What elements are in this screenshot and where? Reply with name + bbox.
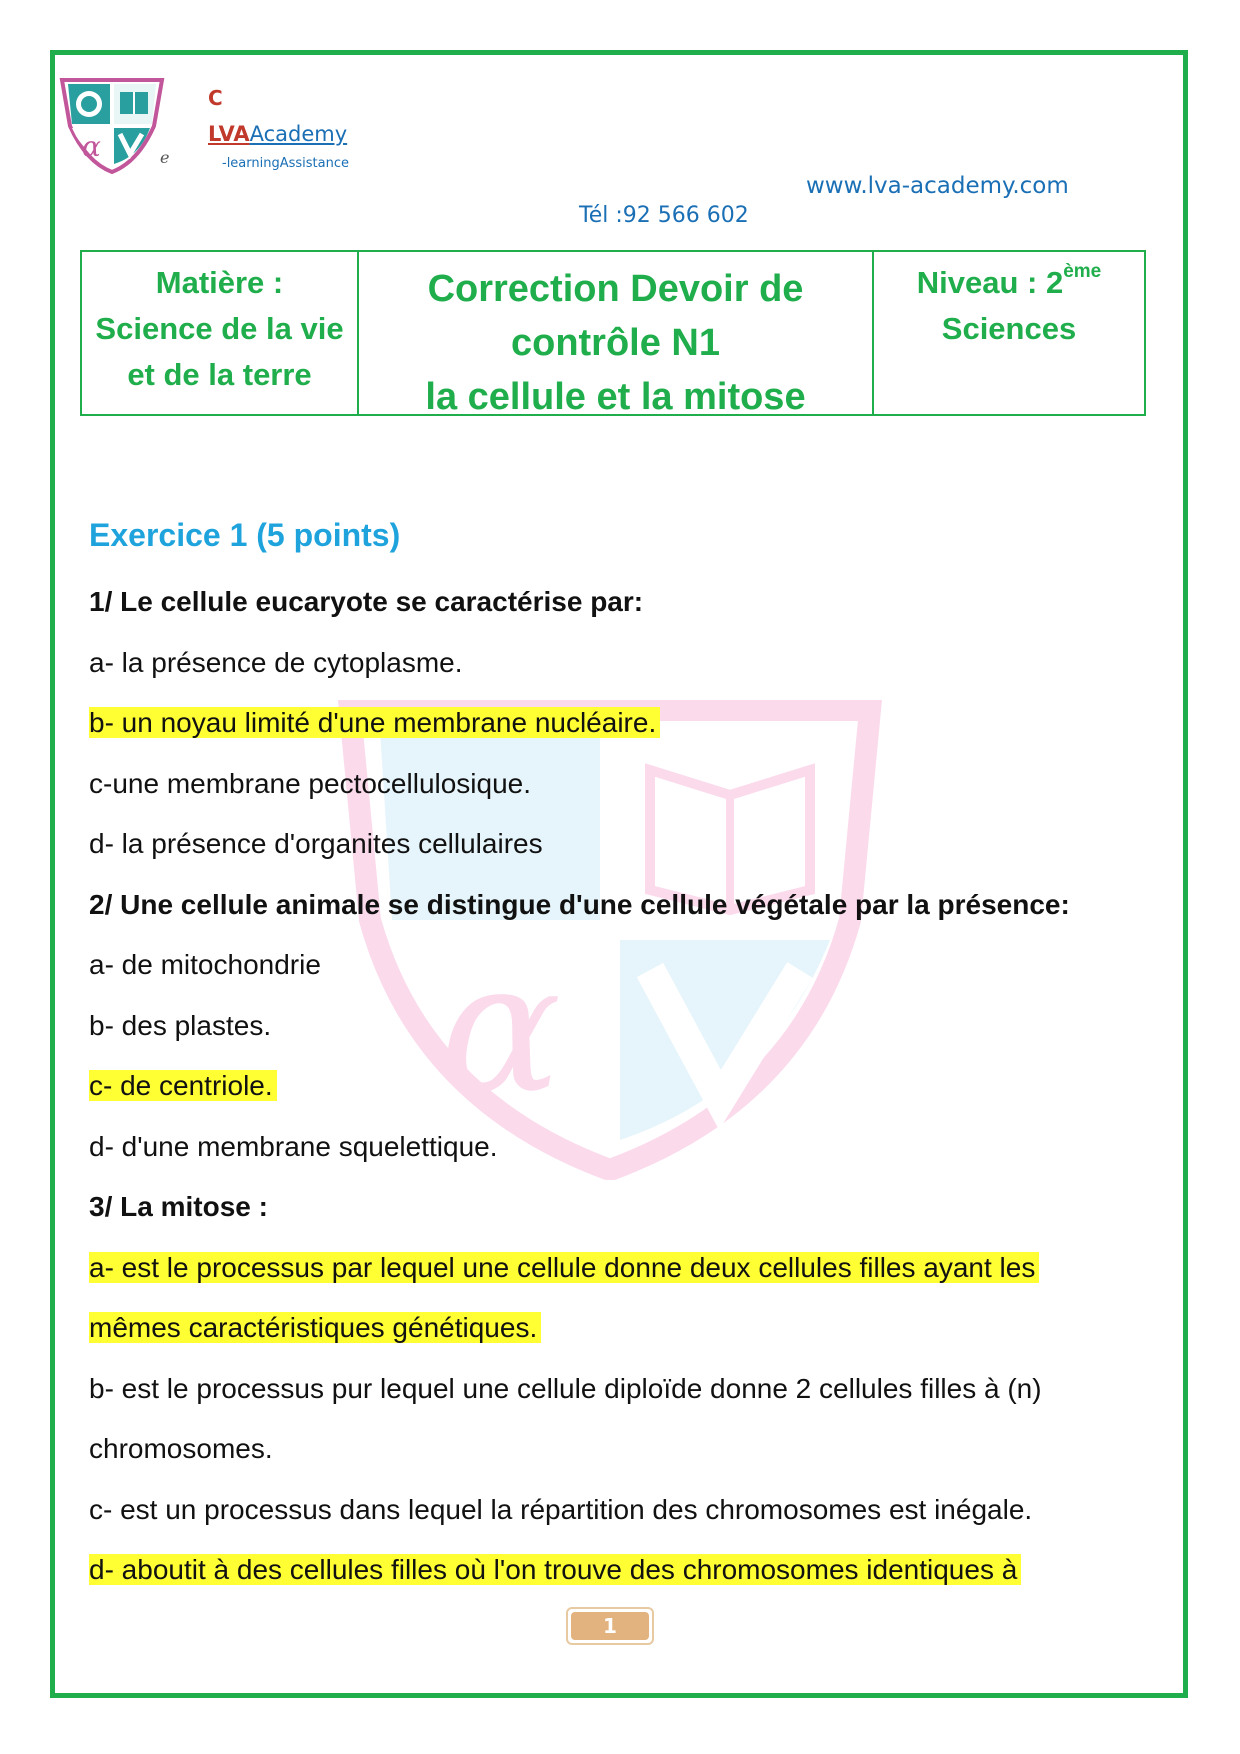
svg-text:α: α (440, 924, 562, 1133)
lva-academy-logo (58, 76, 166, 174)
line-text: b- est le processus pur lequel une cellule diploïde donne 2 cellules filles à (n) (89, 1373, 1042, 1404)
title-cell (359, 252, 874, 418)
title-line: la cellule et la mitose (425, 376, 806, 418)
header-table (80, 250, 1146, 416)
subject-line: et de la terre (127, 357, 312, 392)
answer-option (89, 1309, 541, 1347)
brand-c-letter: C (208, 86, 223, 110)
answer-option (89, 704, 660, 742)
highlighted-answer-text: mêmes caractéristiques génétiques. (89, 1312, 541, 1343)
svg-text:α: α (82, 130, 101, 163)
highlighted-answer-text: a- est le processus par lequel une cellule donne deux cellules filles ayant les (89, 1252, 1039, 1283)
line-text: b- des plastes. (89, 1010, 272, 1041)
answer-option (89, 1551, 1021, 1589)
level-line (874, 260, 1144, 306)
answer-option (89, 765, 531, 803)
website-link[interactable]: www.lva-academy.com (806, 173, 1069, 199)
line-text: d- d'une membrane squelettique. (89, 1131, 498, 1162)
answer-option (89, 1007, 271, 1045)
line-text: 3/ La mitose : (89, 1191, 268, 1222)
brand-subtitle: -learningAssistance (222, 156, 349, 171)
highlighted-answer-text: b- un noyau limité d'une membrane nucléaire. (89, 707, 660, 738)
brand-name-academy: Academy (249, 122, 348, 146)
answer-option (89, 1370, 1042, 1408)
question-line (89, 886, 1070, 924)
level-superscript: ème (1063, 261, 1102, 282)
line-text: a- la présence de cytoplasme. (89, 647, 463, 678)
answer-option (89, 946, 321, 984)
page-number-badge (566, 1607, 654, 1645)
page-number: 1 (571, 1612, 649, 1640)
brand-name-lva: LVA (208, 122, 250, 146)
answer-option (89, 644, 463, 682)
line-text: d- la présence d'organites cellulaires (89, 828, 543, 859)
question-line (89, 1188, 268, 1226)
line-text: a- de mitochondrie (89, 949, 321, 980)
highlighted-answer-text: c- de centriole. (89, 1070, 277, 1101)
subject-line: Matière : (155, 265, 284, 300)
line-text: 2/ Une cellule animale se distingue d'une cellule végétale par la présence: (89, 889, 1070, 920)
title-line: Correction Devoir de (427, 268, 804, 310)
line-text: 1/ Le cellule eucaryote se caractérise par: (89, 586, 644, 617)
line-text: chromosomes. (89, 1433, 273, 1464)
level-cell (874, 252, 1144, 414)
answer-option (89, 1249, 1039, 1287)
level-label: Niveau : 2 (916, 265, 1064, 300)
answer-option (89, 1128, 498, 1166)
answer-option (89, 825, 543, 863)
answer-option (89, 1491, 1032, 1529)
phone-number: Tél :92 566 602 (579, 203, 749, 228)
subject-cell (82, 252, 359, 414)
title-line: contrôle N1 (510, 322, 721, 364)
level-section: Sciences (941, 311, 1077, 346)
answer-option (89, 1430, 273, 1468)
subject-line: Science de la vie (95, 311, 344, 346)
answer-option (89, 1067, 277, 1105)
line-text: c- est un processus dans lequel la répartition des chromosomes est inégale. (89, 1494, 1033, 1525)
line-text: c-une membrane pectocellulosique. (89, 768, 532, 799)
exercise-title: Exercice 1 (5 points) (89, 517, 401, 553)
brand-e-letter: e (160, 148, 170, 167)
highlighted-answer-text: d- aboutit à des cellules filles où l'on trouve des chromosomes identiques à (89, 1554, 1021, 1585)
brand-name (208, 122, 347, 146)
question-line (89, 583, 643, 621)
